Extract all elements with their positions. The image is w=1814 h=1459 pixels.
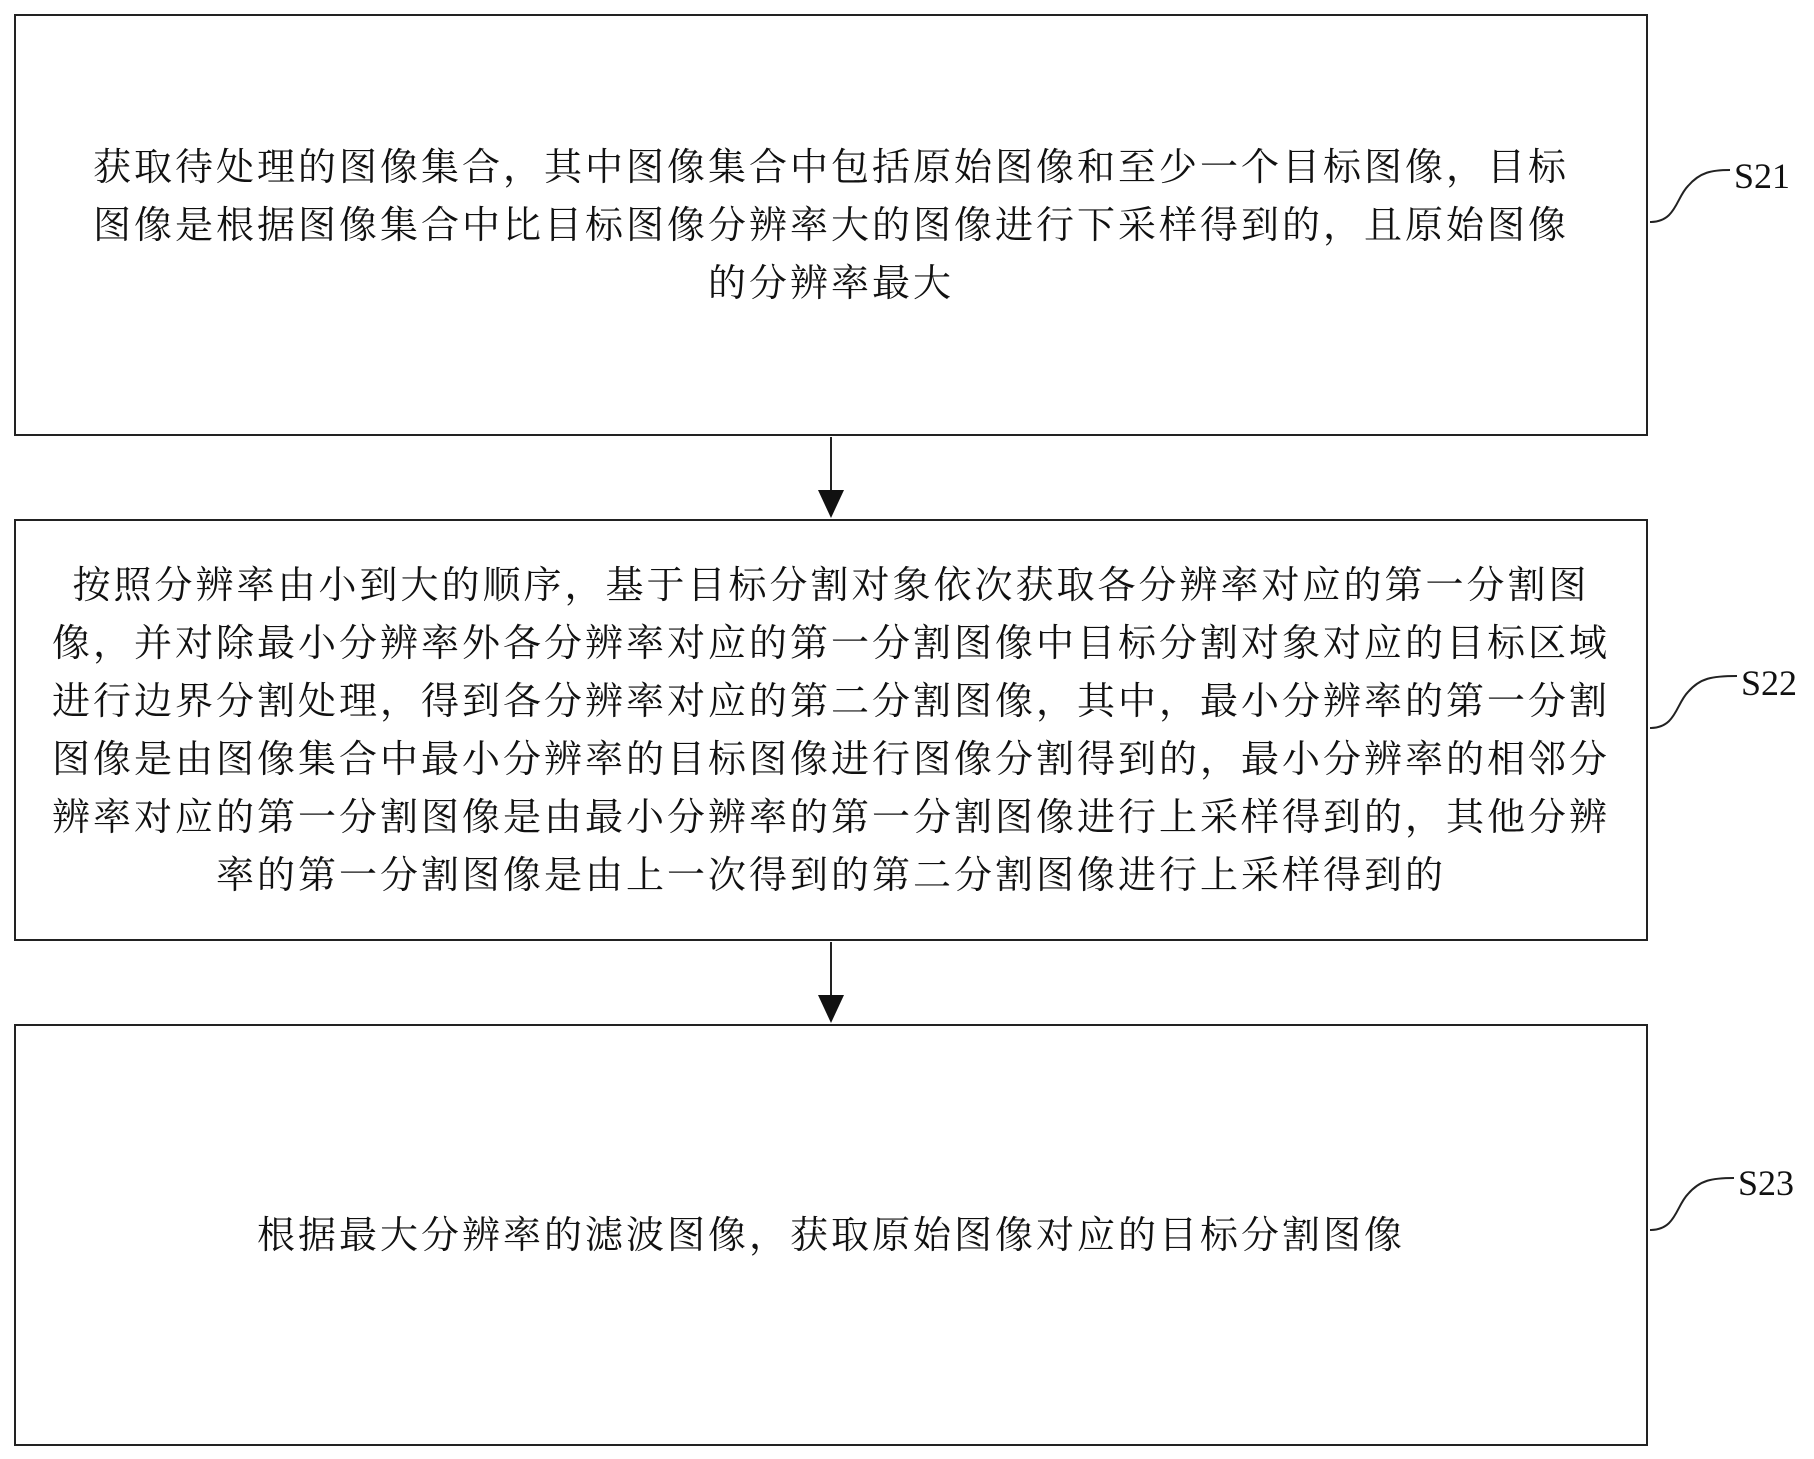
leader-line-s22: [1650, 676, 1737, 728]
arrow-s21-to-s22: [818, 437, 844, 518]
step-text-s22: 按照分辨率由小到大的顺序，基于目标分割对象依次获取各分辨率对应的第一分割图像，并对除最小分辨率外各分辨率对应的第一分割图像中目标分割对象对应的目标区域进行边界分割处理，得到各分辨率对应的第二分割图像，其中，最小分辨率的第一分割图像是由图像集合中最小分辨率的目标图像进行图像分割得到的，最小分辨率的相邻分辨率对应的第一分割图像是由最小分辨率的第一分割图像进行上采样得到的，其他分辨率的第一分割图像是由上一次得到的第二分割图像进行上采样得到的: [51, 563, 1610, 897]
step-text-s21: 获取待处理的图像集合，其中图像集合中包括原始图像和至少一个目标图像，目标图像是根据图像集合中比目标图像分辨率大的图像进行下采样得到的，且原始图像的分辨率最大: [92, 145, 1569, 305]
leader-line-s23: [1650, 1178, 1734, 1230]
step-label-s23: S23: [1738, 1163, 1795, 1203]
arrow-s22-to-s23: [818, 942, 844, 1023]
step-label-s21: S21: [1734, 156, 1791, 196]
step-label-s22: S22: [1741, 663, 1798, 703]
arrow-head-icon: [818, 995, 844, 1023]
arrow-head-icon: [818, 490, 844, 518]
leader-line-s21: [1650, 170, 1730, 222]
step-text-s23: 根据最大分辨率的滤波图像，获取原始图像对应的目标分割图像: [256, 1213, 1405, 1257]
